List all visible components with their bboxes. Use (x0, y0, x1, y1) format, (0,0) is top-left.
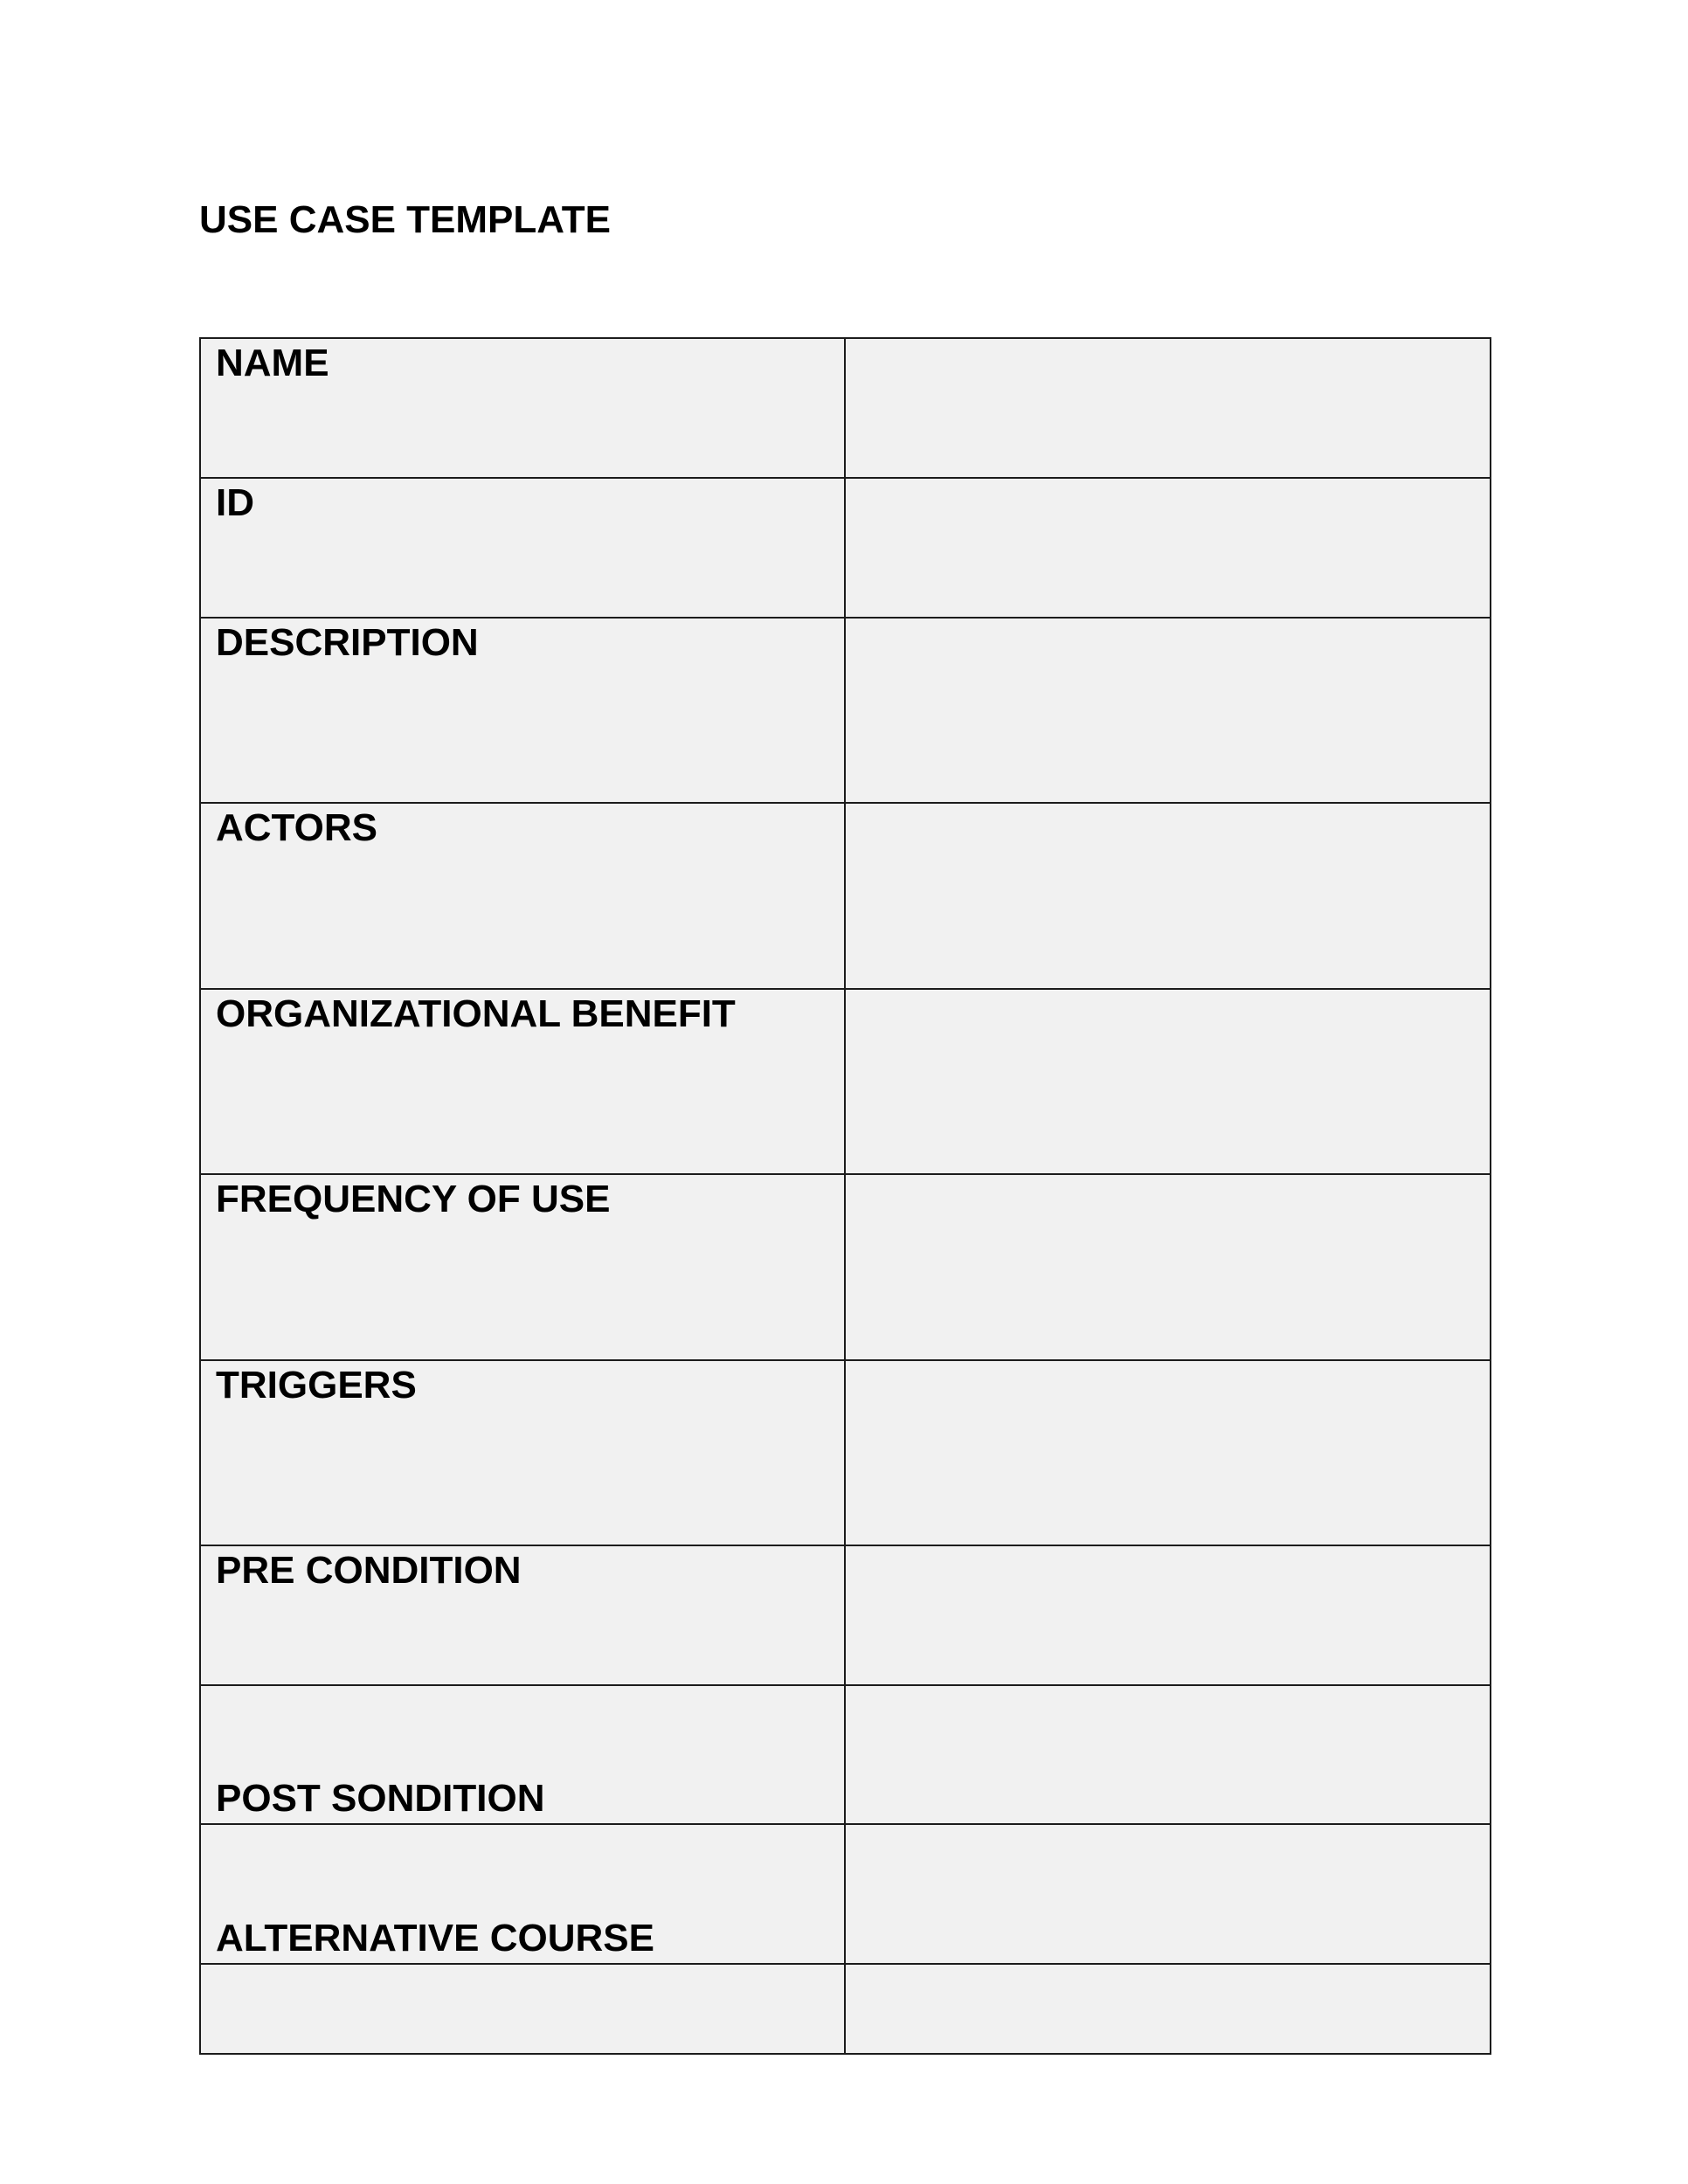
table-row-alternative-course (199, 1823, 1491, 1963)
field-label-description: DESCRIPTION (216, 621, 479, 664)
triggers-value-cell[interactable] (844, 1359, 1491, 1545)
table-row-empty (199, 1963, 1491, 2055)
actors-value-cell[interactable] (844, 802, 1491, 988)
page-title: USE CASE TEMPLATE (199, 198, 612, 241)
table-row-organizational-benefit (199, 988, 1491, 1173)
table-row-frequency-of-use (199, 1173, 1491, 1359)
field-label-actors: ACTORS (216, 806, 377, 849)
label-cell (199, 1545, 844, 1684)
id-value-cell[interactable] (844, 477, 1491, 617)
label-cell (199, 617, 844, 802)
field-label-post-condition: POST SONDITION (216, 1777, 545, 1820)
label-cell (199, 337, 844, 477)
field-label-alternative-course: ALTERNATIVE COURSE (216, 1917, 654, 1959)
field-label-id: ID (216, 481, 254, 524)
table-row-name (199, 337, 1491, 477)
label-cell (199, 802, 844, 988)
label-cell (199, 477, 844, 617)
empty-value-cell[interactable] (844, 1963, 1491, 2055)
table-row-description (199, 617, 1491, 802)
alternative-course-value-cell[interactable] (844, 1823, 1491, 1963)
description-value-cell[interactable] (844, 617, 1491, 802)
label-cell (199, 1684, 844, 1823)
post-condition-value-cell[interactable] (844, 1684, 1491, 1823)
label-cell (199, 1173, 844, 1359)
field-label-frequency-of-use: FREQUENCY OF USE (216, 1178, 611, 1220)
label-cell (199, 988, 844, 1173)
pre-condition-value-cell[interactable] (844, 1545, 1491, 1684)
field-label-pre-condition: PRE CONDITION (216, 1549, 522, 1592)
frequency-of-use-value-cell[interactable] (844, 1173, 1491, 1359)
table-row-triggers (199, 1359, 1491, 1545)
field-label-name: NAME (216, 342, 329, 384)
field-label-organizational-benefit: ORGANIZATIONAL BENEFIT (216, 992, 736, 1035)
label-cell (199, 1359, 844, 1545)
label-cell (199, 1823, 844, 1963)
table-row-id (199, 477, 1491, 617)
empty-label-cell[interactable] (199, 1963, 844, 2055)
name-value-cell[interactable] (844, 337, 1491, 477)
table-row-actors (199, 802, 1491, 988)
table-row-pre-condition (199, 1545, 1491, 1684)
organizational-benefit-value-cell[interactable] (844, 988, 1491, 1173)
field-label-triggers: TRIGGERS (216, 1364, 417, 1406)
table-row-post-condition (199, 1684, 1491, 1823)
